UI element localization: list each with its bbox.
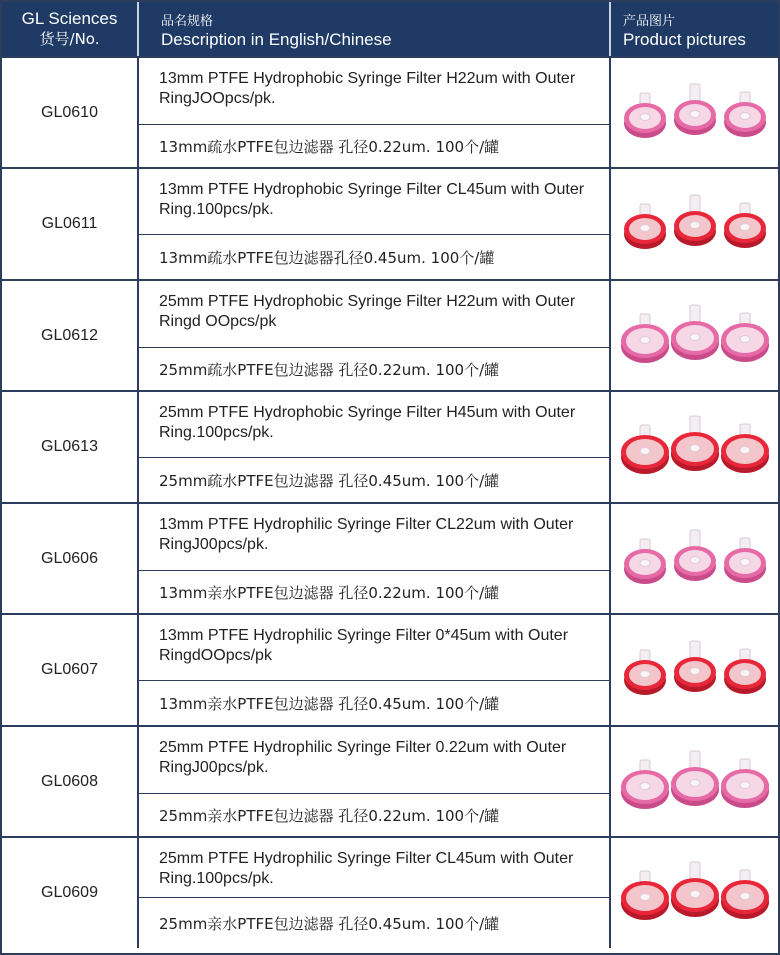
product-code: GL0606 <box>2 504 139 613</box>
syringe-filter-icon <box>624 93 666 138</box>
syringe-filter-icon <box>624 539 666 584</box>
product-picture <box>611 504 778 613</box>
description-chinese: 25mm亲水PTFE包边滤器 孔径0.22um. 100个/罐 <box>159 806 500 825</box>
description-english: 25mm PTFE Hydrophobic Syringe Filter H22um with Outer Ringd OOpcs/pk <box>139 281 609 348</box>
table-row <box>2 502 778 613</box>
syringe-filters-illustration <box>615 519 775 599</box>
description-chinese: 13mm亲水PTFE包边滤器 孔径0.22um. 100个/罐 <box>159 583 500 602</box>
syringe-filters-illustration <box>615 296 775 376</box>
product-description <box>139 169 611 279</box>
description-english: 25mm PTFE Hydrophilic Syringe Filter CL45um with Outer Ring.100pcs/pk. <box>139 838 609 898</box>
table-row <box>2 167 778 279</box>
product-description <box>139 504 611 613</box>
syringe-filter-icon <box>674 530 716 581</box>
syringe-filter-icon <box>674 641 716 692</box>
syringe-filter-icon <box>674 195 716 246</box>
syringe-filter-icon <box>621 425 669 474</box>
header-description-cn: 品名规格 <box>161 14 214 29</box>
product-description <box>139 58 611 167</box>
syringe-filter-icon <box>624 650 666 695</box>
description-english: 13mm PTFE Hydrophobic Syringe Filter H22um with Outer RingJOOpcs/pk. <box>139 58 609 125</box>
description-chinese: 25mm疏水PTFE包边滤器 孔径0.22um. 100个/罐 <box>159 360 500 379</box>
syringe-filter-icon <box>721 759 769 808</box>
description-english: 25mm PTFE Hydrophilic Syringe Filter 0.22um with Outer RingJ00pcs/pk. <box>139 727 609 794</box>
description-english: 13mm PTFE Hydrophobic Syringe Filter CL45um with Outer Ring.100pcs/pk. <box>139 169 609 235</box>
syringe-filter-icon <box>624 204 666 249</box>
product-picture <box>611 615 778 725</box>
syringe-filter-icon <box>721 870 769 919</box>
product-code: GL0612 <box>2 281 139 390</box>
syringe-filters-illustration <box>615 184 775 264</box>
product-description <box>139 838 611 948</box>
header-description-en: Description in English/Chinese <box>161 30 392 49</box>
header-description-column <box>139 2 611 56</box>
syringe-filters-illustration <box>615 853 775 933</box>
syringe-filters-illustration <box>615 407 775 487</box>
syringe-filter-icon <box>621 871 669 920</box>
product-description <box>139 727 611 836</box>
table-body <box>2 56 778 948</box>
description-english: 13mm PTFE Hydrophilic Syringe Filter CL22um with Outer RingJ00pcs/pk. <box>139 504 609 571</box>
description-chinese: 25mm亲水PTFE包边滤器 孔径0.45um. 100个/罐 <box>159 914 500 933</box>
syringe-filter-icon <box>674 84 716 135</box>
header-no-label: 货号/No. <box>39 30 100 48</box>
product-picture <box>611 392 778 502</box>
description-english: 25mm PTFE Hydrophobic Syringe Filter H45um with Outer Ring.100pcs/pk. <box>139 392 609 458</box>
product-picture <box>611 838 778 948</box>
product-code: GL0608 <box>2 727 139 836</box>
syringe-filter-icon <box>724 203 766 248</box>
table-row <box>2 613 778 725</box>
product-picture <box>611 281 778 390</box>
header-picture-en: Product pictures <box>623 30 746 49</box>
syringe-filter-icon <box>724 538 766 583</box>
syringe-filter-icon <box>671 305 719 360</box>
product-picture <box>611 169 778 279</box>
syringe-filter-icon <box>621 760 669 809</box>
syringe-filters-illustration <box>615 742 775 822</box>
table-row <box>2 390 778 502</box>
syringe-filter-icon <box>724 649 766 694</box>
product-picture <box>611 58 778 167</box>
description-chinese: 13mm疏水PTFE包边滤器孔径0.45um. 100个/罐 <box>159 248 495 267</box>
syringe-filters-illustration <box>615 73 775 153</box>
product-code: GL0610 <box>2 58 139 167</box>
description-chinese: 13mm亲水PTFE包边滤器 孔径0.45um. 100个/罐 <box>159 694 500 713</box>
syringe-filter-icon <box>671 862 719 917</box>
table-row <box>2 279 778 390</box>
table-row <box>2 56 778 167</box>
product-description <box>139 281 611 390</box>
syringe-filter-icon <box>671 751 719 806</box>
table-header <box>2 2 778 56</box>
syringe-filter-icon <box>721 313 769 362</box>
header-brand: GL Sciences <box>21 9 118 28</box>
header-picture-cn: 产品图片 <box>623 14 676 29</box>
header-code-column <box>2 2 139 56</box>
syringe-filter-icon <box>724 92 766 137</box>
product-description <box>139 615 611 725</box>
product-description <box>139 392 611 502</box>
table-row <box>2 725 778 836</box>
syringe-filters-illustration <box>615 630 775 710</box>
table-row <box>2 836 778 948</box>
syringe-filter-icon <box>621 314 669 363</box>
description-english: 13mm PTFE Hydrophilic Syringe Filter 0*45um with Outer RingdOOpcs/pk <box>139 615 609 681</box>
product-code: GL0613 <box>2 392 139 502</box>
syringe-filter-icon <box>721 424 769 473</box>
header-picture-column <box>611 2 778 56</box>
product-code: GL0607 <box>2 615 139 725</box>
product-code: GL0609 <box>2 838 139 948</box>
product-code: GL0611 <box>2 169 139 279</box>
product-picture <box>611 727 778 836</box>
description-chinese: 25mm疏水PTFE包边滤器 孔径0.45um. 100个/罐 <box>159 471 500 490</box>
syringe-filter-icon <box>671 416 719 471</box>
description-chinese: 13mm疏水PTFE包边滤器 孔径0.22um. 100个/罐 <box>159 137 500 156</box>
